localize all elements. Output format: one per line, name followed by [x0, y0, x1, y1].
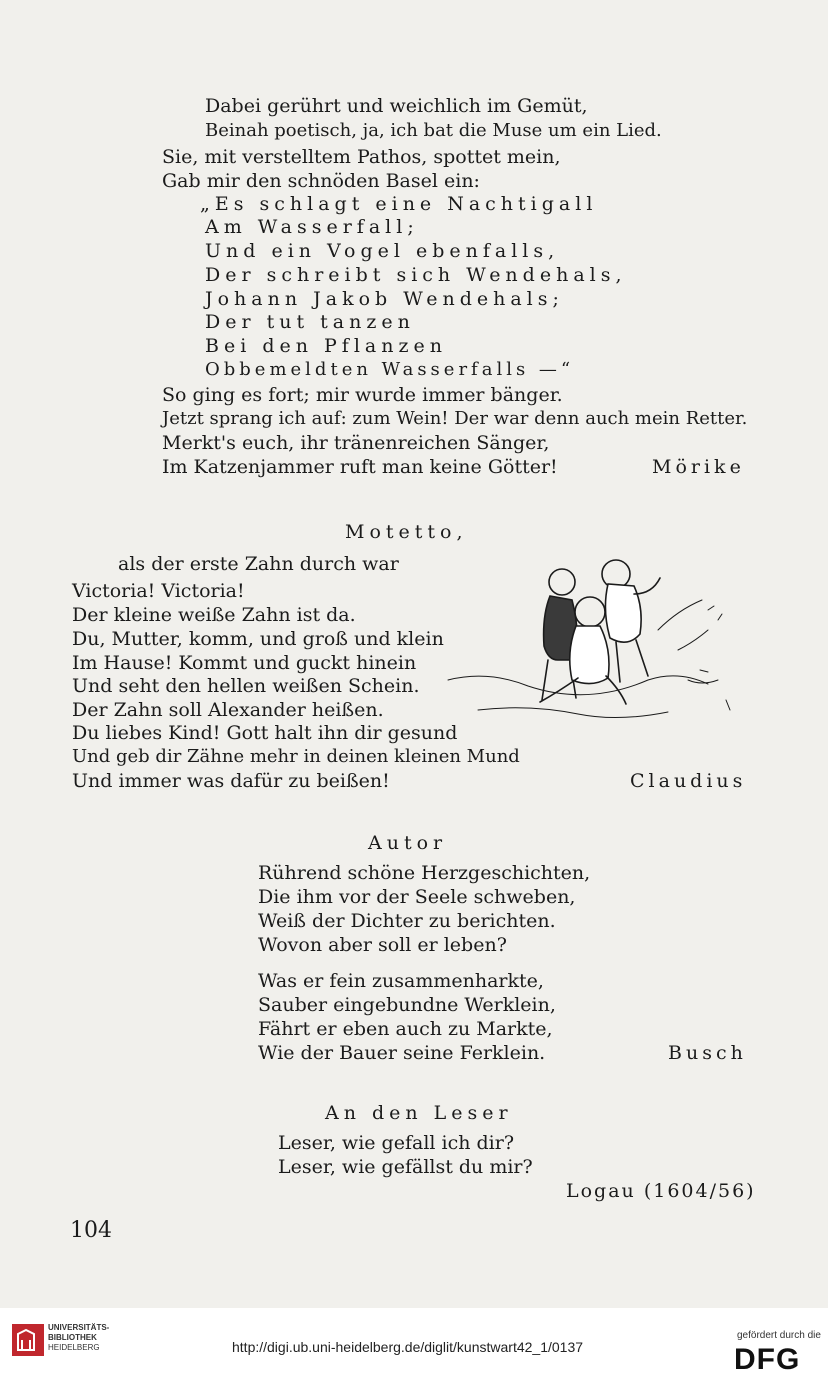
poem4-line-2: Leser, wie gefällst du mir?: [278, 1156, 533, 1178]
dfg-logo: DFG: [734, 1343, 801, 1376]
poem4-line-1: Leser, wie gefall ich dir?: [278, 1132, 515, 1154]
poem1-line-16: Im Katzenjammer ruft man keine Götter!: [162, 456, 558, 478]
poem2-line-9: Und immer was dafür zu beißen!: [72, 770, 390, 792]
poem1-line-2: Beinah poetisch, ja, ich bat die Muse um ein Lied.: [205, 120, 662, 141]
library-name: [48, 1323, 109, 1353]
poem1-line-9: Johann Jakob Wendehals;: [205, 288, 564, 310]
poem3-line-3: Weiß der Dichter zu berichten.: [258, 910, 556, 932]
poem1-line-14: Jetzt sprang ich auf: zum Wein! Der war denn auch mein Retter.: [162, 408, 748, 429]
poem2-line-1: Victoria! Victoria!: [72, 580, 245, 602]
poem3-line-7: Fährt er eben auch zu Markte,: [258, 1018, 553, 1040]
library-line-1: UNIVERSITÄTS-: [48, 1323, 110, 1332]
poem1-line-1: Dabei gerührt und weichlich im Gemüt,: [205, 95, 588, 117]
poem2-subtitle: als der erste Zahn durch war: [118, 553, 399, 575]
poem1-line-13: So ging es fort; mir wurde immer bänger.: [162, 384, 563, 406]
poem2-line-5: Und seht den hellen weißen Schein.: [72, 675, 420, 697]
poem1-line-7: Und ein Vogel ebenfalls,: [205, 240, 560, 262]
sponsor-label: gefördert durch die: [737, 1330, 821, 1341]
poem3-line-6: Sauber eingebundne Werklein,: [258, 994, 556, 1016]
poem3-line-1: Rührend schöne Herzgeschichten,: [258, 862, 591, 884]
page-number: 104: [70, 1218, 112, 1243]
poem1-line-3: Sie, mit verstelltem Pathos, spottet mein,: [162, 146, 561, 168]
poem3-line-4: Wovon aber soll er leben?: [258, 934, 507, 956]
poem3-line-2: Die ihm vor der Seele schweben,: [258, 886, 576, 908]
poem4-author: Logau (1604/56): [566, 1180, 756, 1202]
poem1-line-10: Der tut tanzen: [205, 311, 415, 333]
poem1-line-8: Der schreibt sich Wendehals,: [205, 264, 627, 286]
children-illustration: [438, 550, 738, 730]
poem1-line-6: Am Wasserfall;: [205, 216, 419, 238]
library-line-2: BIBLIOTHEK: [48, 1333, 97, 1342]
poem2-line-4: Im Hause! Kommt und guckt hinein: [72, 652, 417, 674]
poem3-line-5: Was er fein zusammenharkte,: [258, 970, 544, 992]
poem2-author: Claudius: [630, 770, 747, 792]
poem1-line-5: „Es schlagt eine Nachtigall: [200, 193, 598, 215]
poem2-line-7: Du liebes Kind! Gott halt ihn dir gesund: [72, 722, 458, 744]
poem1-line-4: Gab mir den schnöden Basel ein:: [162, 170, 480, 192]
library-line-3: HEIDELBERG: [48, 1343, 100, 1352]
poem2-line-8: Und geb dir Zähne mehr in deinen kleinen Mund: [72, 746, 520, 767]
page-url-link[interactable]: http://digi.ub.uni-heidelberg.de/diglit/kunstwart42_1/0137: [232, 1339, 584, 1355]
poem1-author: Mörike: [652, 456, 745, 478]
poem3-author: Busch: [668, 1042, 747, 1064]
poem2-line-3: Du, Mutter, komm, und groß und klein: [72, 628, 444, 650]
poem1-line-11: Bei den Pflanzen: [205, 335, 447, 357]
poem2-line-6: Der Zahn soll Alexander heißen.: [72, 699, 384, 721]
poem3-title: Autor: [368, 832, 448, 854]
poem2-title: Motetto,: [345, 521, 468, 543]
poem3-line-8: Wie der Bauer seine Ferklein.: [258, 1042, 546, 1064]
poem4-title: An den Leser: [325, 1102, 513, 1124]
poem1-line-15: Merkt's euch, ihr tränenreichen Sänger,: [162, 432, 550, 454]
poem1-line-12: Obbemeldten Wasserfalls —“: [205, 359, 575, 380]
poem2-line-2: Der kleine weiße Zahn ist da.: [72, 604, 356, 626]
